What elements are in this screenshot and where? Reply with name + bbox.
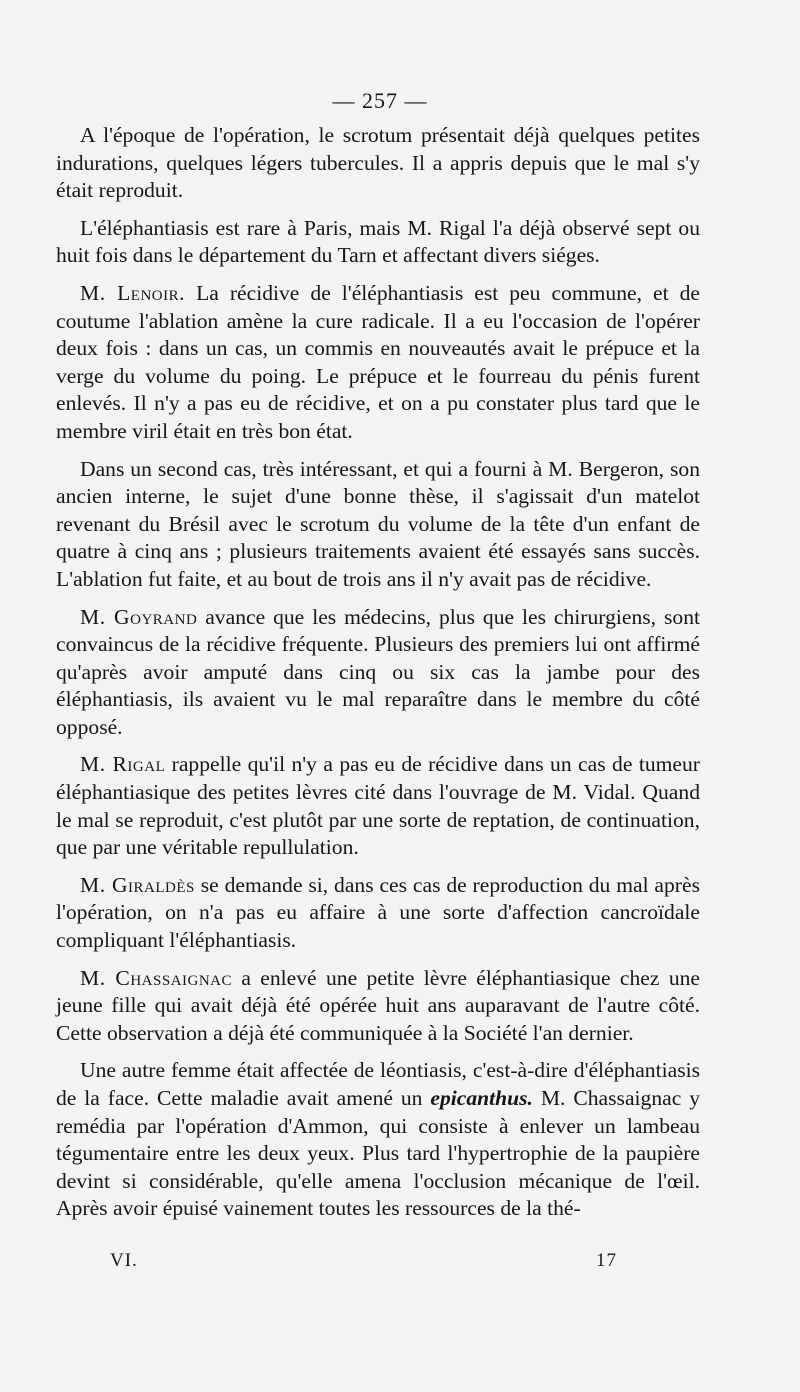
paragraph-4: Dans un second cas, très intéressant, et qui a fourni à M. Bergeron, son ancien interne, le sujet d'une bonne thèse, il s'agissait d'un matelot revenant du Brésil avec le scrotum du volume de la tête d'un enfant de quatre à cinq ans ; plusieurs traitements avaient été essayés sans succès. L'ablation fut faite, et au bout de trois ans il n'y avait pas de récidive. [56, 456, 700, 591]
paragraph-8-text: a enlevé une petite lèvre éléphantiasique chez une jeune fille qui avait déjà été opérée huit ans auparavant de l'autre côté. Cette observation a déjà été communiquée à la Société l'an dernier. [56, 965, 700, 1045]
paragraph-3-text: La récidive de l'éléphantiasis est peu commune, et de coutume l'ablation amène la cure radicale. Il a eu l'occasion de l'opérer deux fois : dans un cas, un commis en nouveautés avait le prépuce et la verge du volume du poing. Le prépuce et le fourreau du pénis furent enlevés. Il n'y a pas eu de récidive, et on a pu constater plus tard que le membre viril était en très bon état. [56, 280, 700, 443]
page-number: — 257 — [332, 88, 428, 113]
paragraph-9-italic: epicanthus. [430, 1086, 533, 1110]
paragraph-5-text: avance que les médecins, plus que les chirurgiens, sont convaincus de la récidive fréquente. Plusieurs des premiers lui ont affirmé qu'après avoir amputé dans cinq ou six cas la jambe pour des éléphantiasis, ils avaient vu le mal reparaître dans le membre du côté opposé. [56, 604, 700, 739]
paragraph-7-text: se demande si, dans ces cas de reproduction du mal après l'opération, on n'a pas eu affaire à une sorte d'affection cancroïdale compliquant l'éléphantiasis. [56, 872, 700, 953]
paragraph-9-text-b: M. Chassaignac y remédia par l'opération d'Ammon, qui consiste à enlever un lambeau tégumentaire entre les deux yeux. Plus tard l'hypertrophie de la paupière devint si considérable, qu'elle amena l'occlusion mécanique de l'œil. Après avoir épuisé vainement toutes les ressources de la thé- [56, 1086, 700, 1221]
body-text [56, 122, 700, 1223]
paragraph-6 [56, 751, 700, 861]
speaker-lenoir: M. Lenoir. [80, 280, 186, 305]
sheet-number: 17 [596, 1250, 617, 1271]
paragraph-6-text: rappelle qu'il n'y a pas eu de récidive dans un cas de tumeur éléphantiasique des petites lèvres cité dans l'ouvrage de M. Vidal. Quand le mal se reproduit, c'est plutôt par une sorte de reptation, de continuation, que par une véritable repullulation. [56, 752, 700, 860]
signature-mark: VI. [110, 1250, 138, 1271]
speaker-goyrand: M. Goyrand [80, 604, 198, 629]
paragraph-7 [56, 872, 700, 955]
paragraph-9-text-a: Une autre femme était affectée de léontiasis, c'est-à-dire d'éléphantiasis de la face. Cette maladie avait amené un [56, 1058, 700, 1110]
paragraph-9 [56, 1057, 700, 1223]
paragraph-1: A l'époque de l'opération, le scrotum présentait déjà quelques petites indurations, quelques légers tubercules. Il a appris depuis que le mal s'y était reproduit. [56, 123, 700, 203]
paragraph-5 [56, 604, 700, 742]
paragraph-2: L'éléphantiasis est rare à Paris, mais M. Rigal l'a déjà observé sept ou huit fois dans le département du Tarn et affectant divers siéges. [56, 215, 700, 268]
speaker-chassaignac: M. Chassaignac [80, 965, 233, 990]
paragraph-3 [56, 280, 700, 446]
speaker-giraldes: M. Giraldès [80, 872, 195, 897]
speaker-rigal: M. Rigal [80, 752, 166, 777]
paragraph-8 [56, 965, 700, 1048]
